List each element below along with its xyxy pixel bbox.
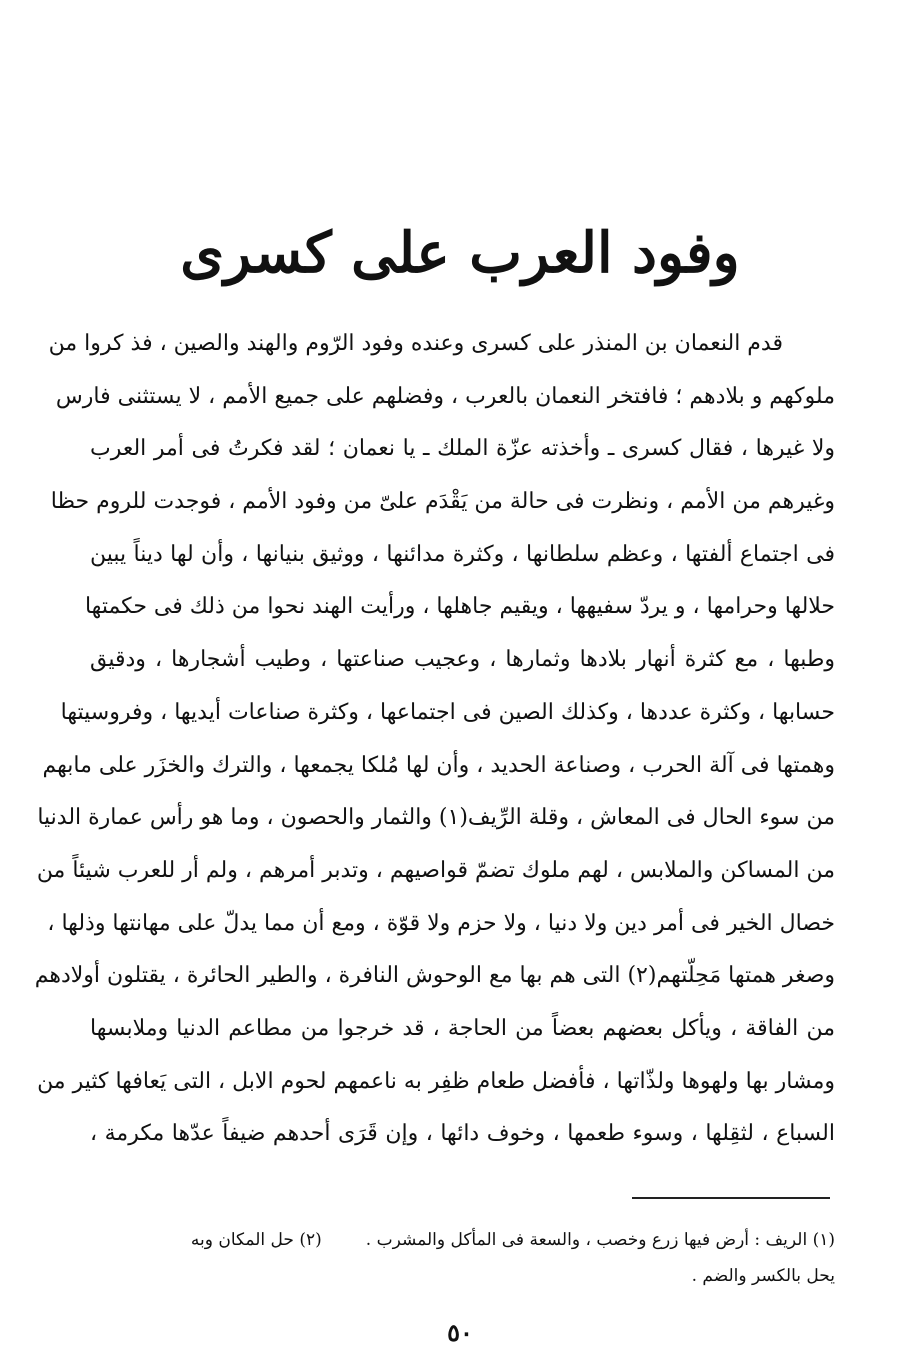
text-line: فى اجتماع ألفتها ، وعظم سلطانها ، وكثرة مدائنها ، ووثيق بنيانها ، وأن لها ديناً يبين [90,541,835,567]
footnote-2-end: يحل بالكسر والضم . [691,1266,835,1286]
footnote-divider [632,1197,830,1199]
text-line: وطبها ، مع كثرة أنهار بلادها وثمارها ، وعجيب صناعتها ، وطيب أشجارها ، ودقيق [90,647,835,673]
footnote-2-start: (٢) حل المكان وبه [190,1230,322,1250]
footnotes [90,1222,835,1294]
body-text [34,318,835,1161]
text-line: قدم النعمان بن المنذر على كسرى وعنده وفود الرّوم والهند والصين ، فذ كروا من [48,331,783,356]
text-line: وصغر همتها مَحِلّتهم(٢) التى هم بها مع الوحوش النافرة ، والطير الحائرة ، يقتلون أولادهم [34,963,835,989]
text-line: من الفاقة ، ويأكل بعضهم بعضاً من الحاجة ، قد خرجوا من مطاعم الدنيا وملابسها [90,1015,835,1041]
text-line: وغيرهم من الأمم ، ونظرت فى حالة من يَقْدَم علىّ من وفود الأمم ، فوجدت للروم حظا [50,489,835,515]
footnote-line [90,1222,835,1258]
page-number: ٥٠ [447,1318,473,1347]
text-line: ولا غيرها ، فقال كسرى ـ وأخذته عزّة الملك ـ يا نعمان ؛ لقد فكرتُ فى أمر العرب [90,436,835,462]
text-line: حسابها ، وكثرة عددها ، وكذلك الصين فى اجتماعها ، وكثرة صناعات أيديها ، وفروسيتها [60,699,835,725]
text-line: حلالها وحرامها ، و يردّ سفيهها ، ويقيم جاهلها ، ورأيت الهند نحوا من ذلك فى حكمتها [84,594,835,620]
text-line: وهمتها فى آلة الحرب ، وصناعة الحديد ، وأن لها مُلكا يجمعها ، والترك والخزَر على مابهم [42,752,835,778]
text-line: من المساكن والملابس ، لهم ملوك تضمّ قواصيهم ، وتدبر أمرهم ، ولم أر للعرب شيئاً من [36,857,835,883]
text-line: السباع ، لثقِلها ، وسوء طعمها ، وخوف دائها ، وإن قَرَى أحدهم ضيفاً عدّها مكرمة ، [90,1121,835,1147]
footnote-line [90,1258,835,1294]
text-line: خصال الخير فى أمر دين ولا دنيا ، ولا حزم ولا قوّة ، ومع أن مما يدلّ على مهانتها وذلها ، [47,910,835,936]
text-line: ملوكهم و بلادهم ؛ فافتخر النعمان بالعرب ، وفضلهم على جميع الأمم ، لا يستثنى فارس [55,383,835,409]
text-line: من سوء الحال فى المعاش ، وقلة الرِّيف(١) والثمار والحصون ، وما هو رأس عمارة الدنيا [37,805,835,831]
chapter-title: وفود العرب على كسرى [180,220,740,286]
footnote-1: (١) الريف : أرض فيها زرع وخصب ، والسعة فى المأكل والمشرب . [365,1230,835,1250]
text-line: ومشار بها ولهوها ولذّاتها ، فأفضل طعام ظفِر به ناعمهم لحوم الابل ، التى يَعافها كثير من [37,1068,835,1094]
